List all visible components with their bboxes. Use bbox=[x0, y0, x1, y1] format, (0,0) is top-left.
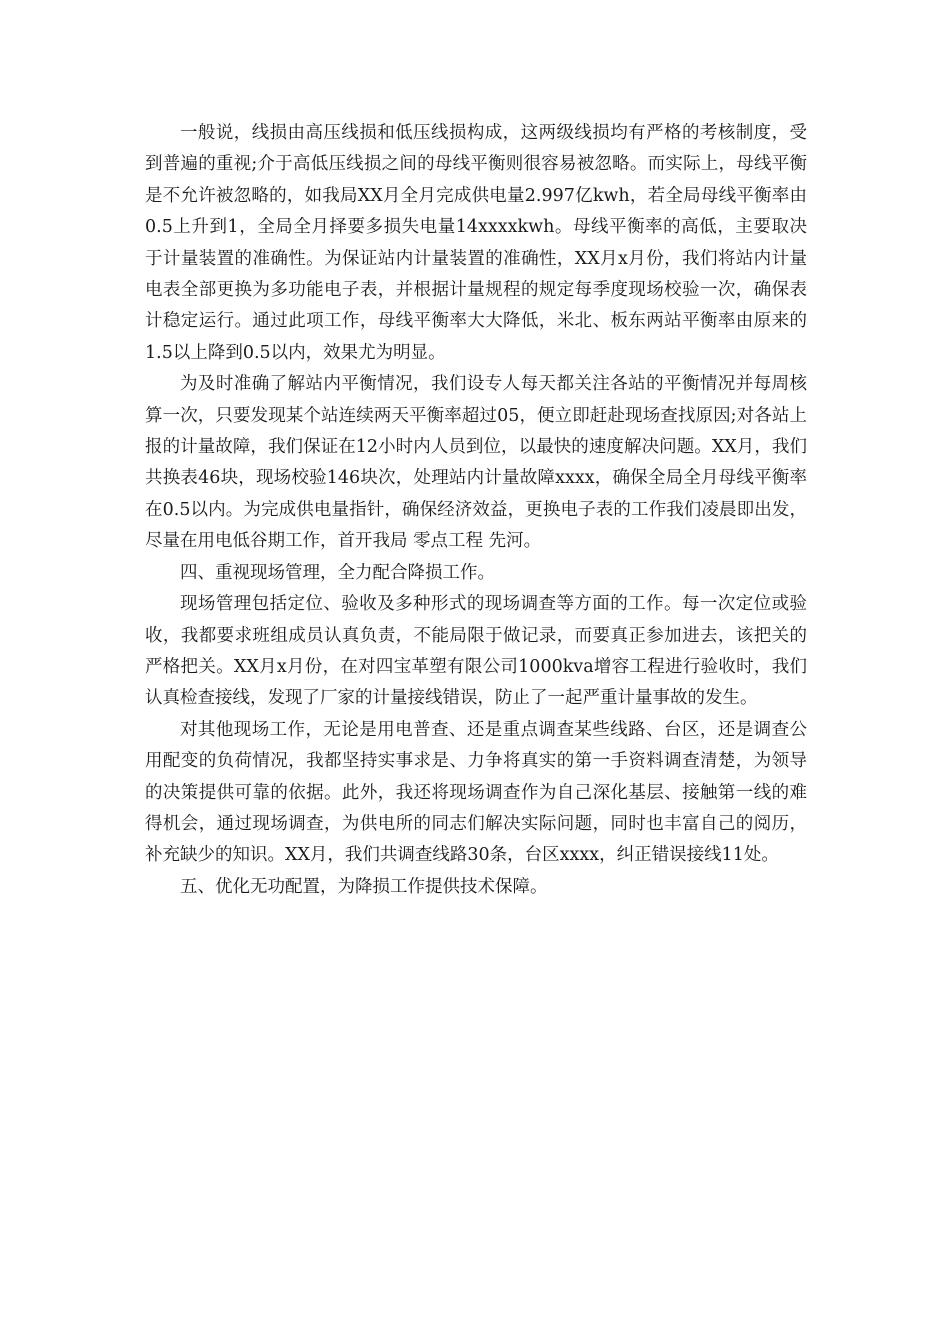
paragraph-field-survey: 对其他现场工作，无论是用电普查、还是重点调查某些线路、台区，还是调查公用配变的负荷情况，我都坚持实事求是、力争将真实的第一手资料调查清楚，为领导的决策提供可靠的依据。此外，我还将现场调查作为自己深化基层、接触第一线的难得机会，通过现场调查，为供电所的同志们解决实际问题，同时也丰富自己的阅历，补充缺少的知识。XX月，我们共调查线路30条，台区xxxx，纠正错误接线11处。 bbox=[145, 719, 807, 866]
section-heading-reactive-power: 五、优化无功配置，为降损工作提供技术保障。 bbox=[180, 876, 548, 897]
paragraph-bus-balance: 一般说，线损由高压线损和低压线损构成，这两级线损均有严格的考核制度，受到普遍的重视;介于高低压线损之间的母线平衡则很容易被忽略。而实际上，母线平衡是不允许被忽略的，如我局XX月全月完成供电量2.997亿kwh，若全局母线平衡率由0.5上升到1，全局全月择要多损失电量14xxxxkwh。母线平衡率的高低，主要取决于计量装置的准确性。为保证站内计量装置的准确性，XX月x月份，我们将站内计量电表全部更换为多功能电子表，并根据计量规程的规定每季度现场校验一次，确保表计稳定运行。通过此项工作，母线平衡率大大降低，米北、板东两站平衡率由原来的1.5以上降到0.5以内，效果尤为明显。 bbox=[145, 123, 807, 363]
paragraph-site-management: 现场管理包括定位、验收及多种形式的现场调查等方面的工作。每一次定位或验收，我都要求班组成员认真负责，不能局限于做记录，而要真正参加进去，该把关的严格把关。XX月x月份，在对四宝革塑有限公司1000kva增容工程进行验收时，我们认真检查接线，发现了厂家的计量接线错误，防止了一起严重计量事故的发生。 bbox=[145, 594, 807, 709]
section-heading-site-management: 四、重视现场管理，全力配合降损工作。 bbox=[180, 562, 495, 583]
paragraph-balance-monitoring: 为及时准确了解站内平衡情况，我们设专人每天都关注各站的平衡情况并每周核算一次，只要发现某个站连续两天平衡率超过05，便立即赶赴现场查找原因;对各站上报的计量故障，我们保证在12小时内人员到位，以最快的速度解决问题。XX月，我们共换表46块，现场校验146块次，处理站内计量故障xxxx，确保全局全月母线平衡率在0.5以内。为完成供电量指针，确保经济效益，更换电子表的工作我们凌晨即出发，尽量在用电低谷期工作，首开我局 零点工程 先河。 bbox=[145, 374, 807, 552]
document-page bbox=[145, 118, 807, 903]
